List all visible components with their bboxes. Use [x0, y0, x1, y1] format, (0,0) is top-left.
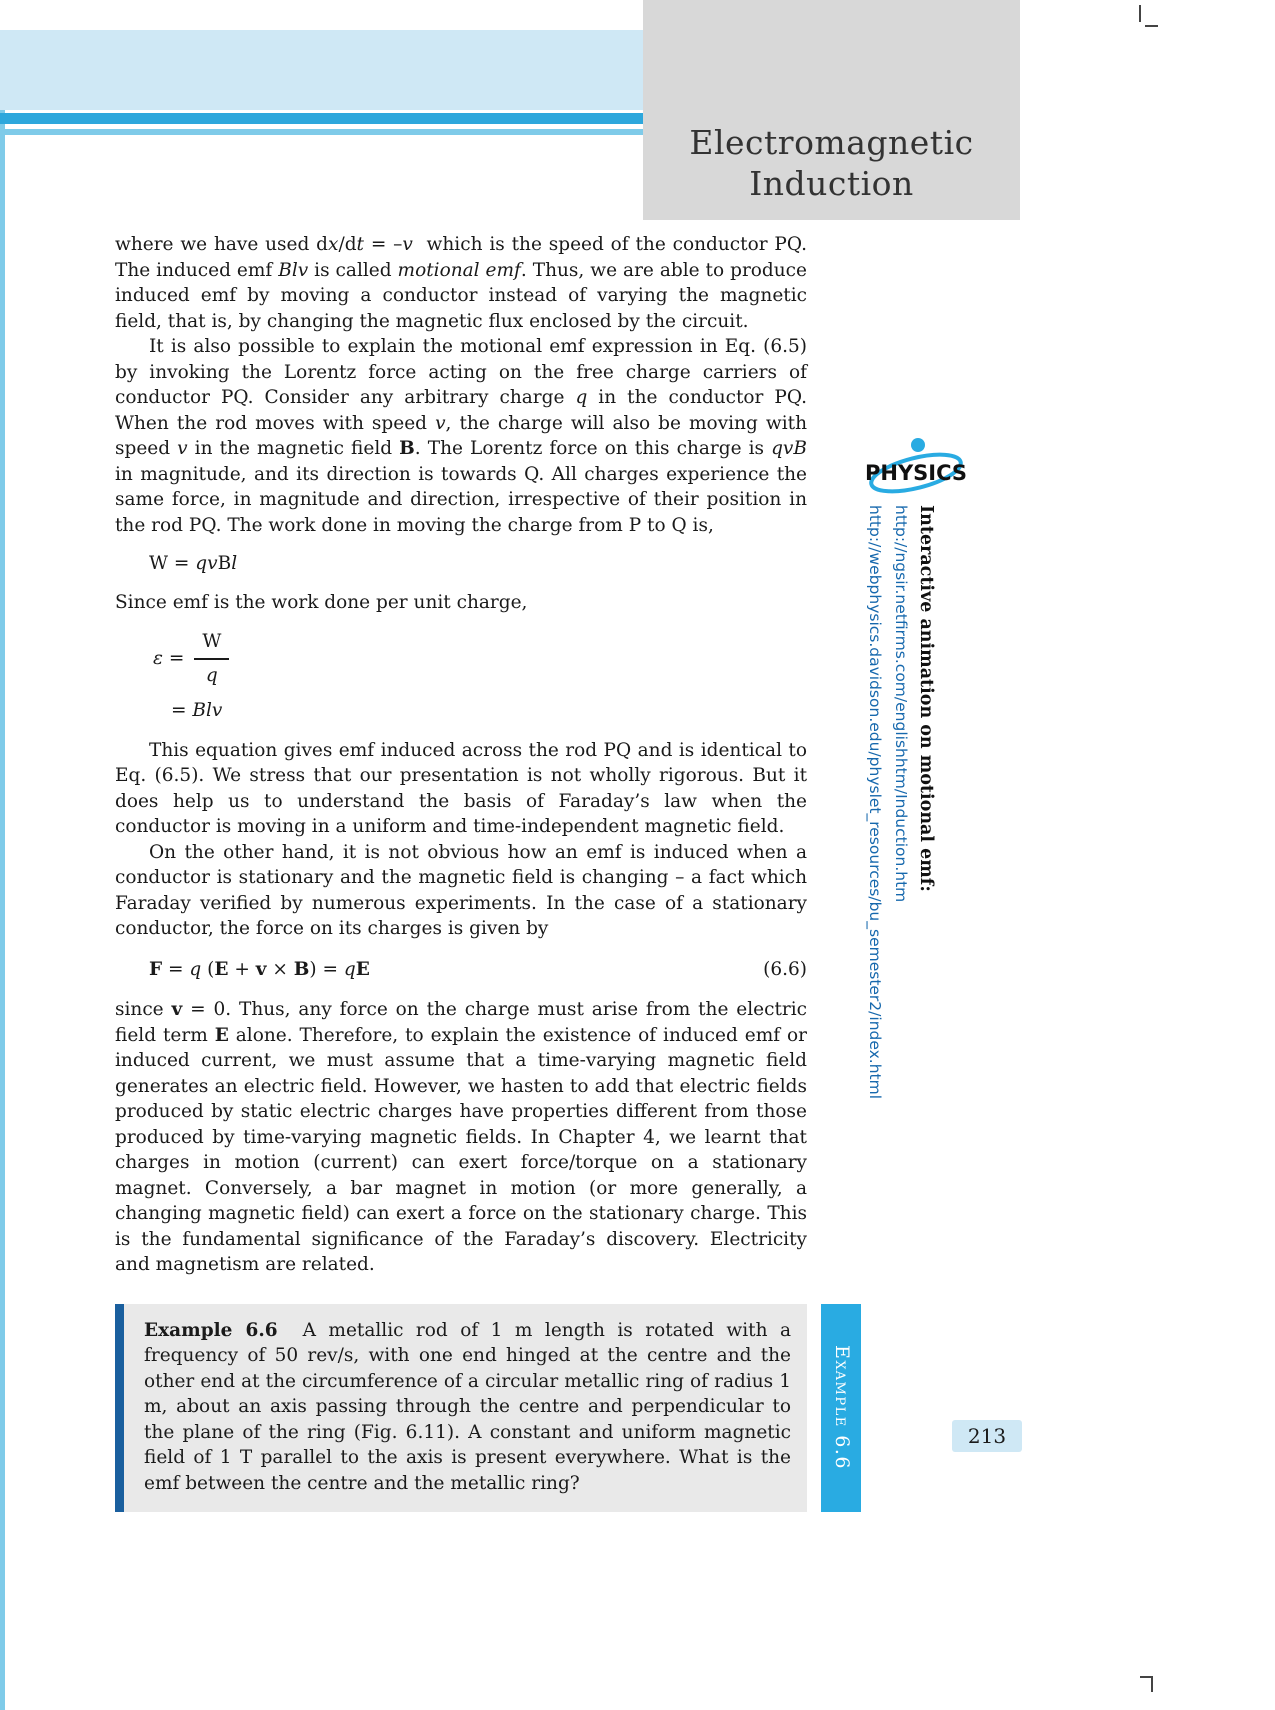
margin-links-block	[858, 505, 936, 1165]
crop-mark-top-right-vertical	[1139, 5, 1141, 22]
crop-mark-top-right-horizontal	[1145, 25, 1158, 27]
paragraph-motional-emf: where we have used dx/dt = –v which is the speed of the conductor PQ. The induced emf Blv is called motional emf. Thus, we are able to produce induced emf by moving a conductor instead of varying the magnetic field, that is, by changing the magnetic flux enclosed by the circuit.	[115, 234, 807, 332]
chapter-title-line1: Electromagnetic	[689, 123, 974, 162]
paragraph-electric-field: since v = 0. Thus, any force on the charge must arise from the electric field term E alone. Therefore, to explain the existence of induced emf or induced current, we must assume that a time-varying magnetic field generates an electric field. However, we hasten to add that electric fields produced by static electric charges have properties different from those produced by time-varying magnetic fields. In Chapter 4, we learnt that charges in motion (current) can exert force/torque on a stationary magnet. Conversely, a bar magnet in motion (or more generally, a changing magnetic field) can exert a force on the stationary charge. This is the fundamental significance of the Faraday’s discovery. Electricity and magnetism are related.	[115, 999, 808, 1275]
example-text: Example 6.6 A metallic rod of 1 m length is rotated with a frequency of 50 rev/s, with one end hinged at the centre and the other end at the circumference of a circular metallic ring of radius 1 m, about an axis passing through the centre and perpendicular to the plane of the ring (Fig. 6.11). A constant and uniform magnetic field of 1 T parallel to the axis is present everywhere. What is the emf between the centre and the metallic ring?	[144, 1319, 791, 1494]
chapter-title-box	[643, 0, 1020, 220]
paragraph-since-emf: Since emf is the work done per unit charge,	[115, 591, 528, 613]
page-number: 213	[967, 1424, 1007, 1448]
page-number-badge	[952, 1420, 1022, 1452]
chapter-title-line2: Induction	[749, 164, 914, 203]
left-edge-rule	[0, 30, 5, 1710]
example-box	[115, 1304, 853, 1513]
paragraph-eq-identical: This equation gives emf induced across the rod PQ and is identical to Eq. (6.5). We stress that our presentation is not wholly rigorous. But it does help us to understand the basis of Faraday’s law when the conductor is moving in a uniform and time-independent magnetic field.	[115, 739, 807, 837]
logo-dot-icon	[911, 438, 925, 452]
equation-emf-fraction	[153, 629, 807, 688]
animation-heading: Interactive animation on motional emf:	[916, 505, 936, 892]
link-ngsir[interactable]: http://ngsir.netfirms.com/englishhtm/Induction.htm	[892, 505, 910, 903]
fraction-numerator: W	[194, 629, 229, 660]
physics-logo	[866, 433, 966, 511]
equation-force-expression: F = q (E + v × B) = qE	[149, 958, 370, 980]
equation-force	[115, 957, 807, 983]
equation-emf-lhs: ε =	[153, 647, 185, 669]
crop-mark-bottom-right-vertical	[1151, 1676, 1153, 1692]
fraction	[194, 629, 229, 688]
link-webphysics[interactable]: http://webphysics.davidson.edu/physlet_resources/bu_semester2/index.html	[866, 505, 884, 1100]
main-text-column	[115, 232, 853, 1512]
paragraph-stationary-conductor: On the other hand, it is not obvious how an emf is induced when a conductor is stationary and the magnetic field is changing – a fact which Faraday verified by numerous experiments. In the case of a stationary conductor, the force on its charges is given by	[115, 841, 807, 939]
header-stripe-thick	[0, 113, 643, 124]
fraction-denominator: q	[205, 664, 218, 686]
equation-work: W = qvBl	[149, 553, 238, 574]
header-stripe-thin	[0, 129, 643, 135]
logo-text: PHYSICS	[866, 461, 966, 485]
example-side-label: Example 6.6	[821, 1304, 861, 1513]
paragraph-lorentz-force: It is also possible to explain the motional emf expression in Eq. (6.5) by invoking the Lorentz force acting on the free charge carriers of conductor PQ. Consider any arbitrary charge q in the conductor PQ. When the rod moves with speed v, the charge will also be moving with speed v in the magnetic field B. The Lorentz force on this charge is qvB in magnitude, and its direction is towards Q. All charges experience the same force, in magnitude and direction, irrespective of their position in the rod PQ. The work done in moving the charge from P to Q is,	[115, 336, 807, 536]
equation-number: (6.6)	[763, 958, 807, 980]
equation-blv: = Blv	[171, 700, 223, 721]
